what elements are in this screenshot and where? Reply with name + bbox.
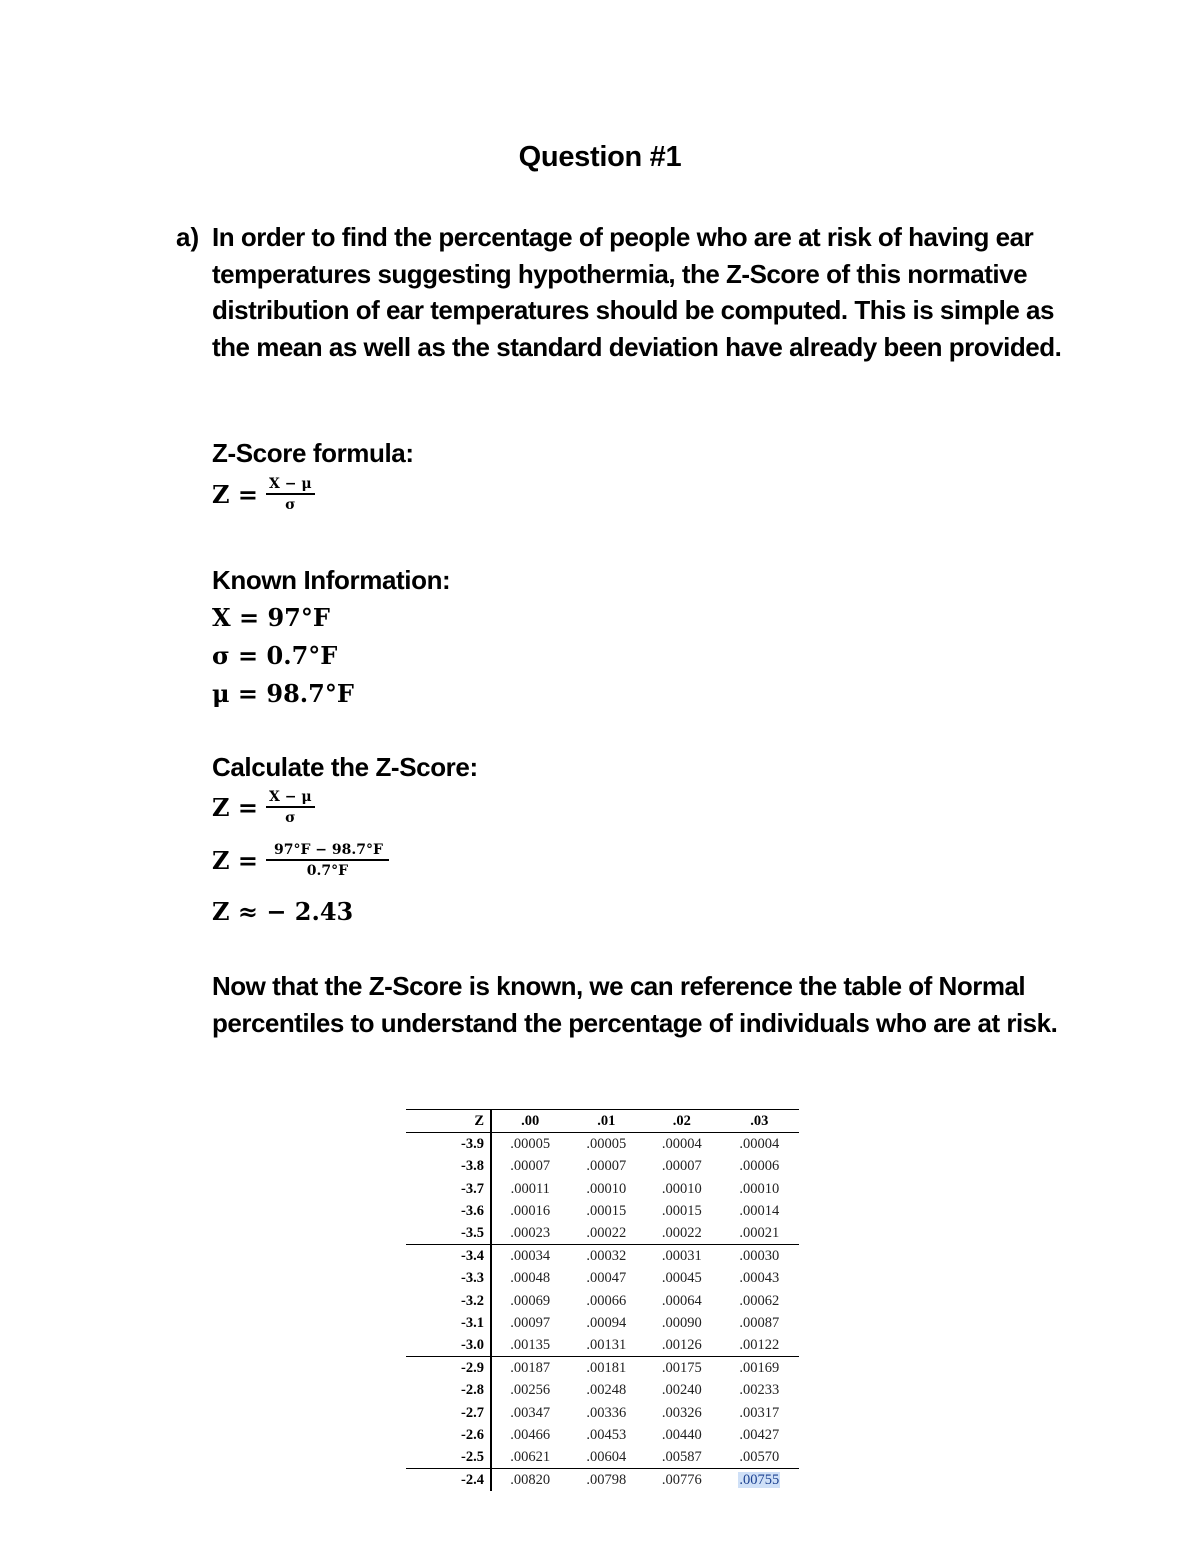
calc-step-2	[212, 842, 389, 879]
page-title: Question #1	[518, 141, 682, 173]
calculate-heading: Calculate the Z-Score:	[212, 752, 478, 782]
z-value-cell: -2.7	[406, 1401, 491, 1423]
z-value-cell: -3.4	[406, 1245, 491, 1268]
probability-cell: .00256	[510, 1382, 551, 1399]
probability-cell: .00169	[739, 1360, 780, 1377]
formula-lhs: Z =	[212, 480, 258, 509]
probability-cell: .00798	[586, 1472, 627, 1489]
probability-cell: .00006	[739, 1158, 780, 1175]
table-row	[406, 1200, 799, 1222]
probability-cell: .00240	[661, 1382, 702, 1399]
table-row	[406, 1334, 799, 1357]
probability-cell: .00122	[720, 1334, 799, 1357]
probability-cell: .00440	[661, 1426, 702, 1443]
table-row	[406, 1133, 799, 1156]
probability-cell: .00621	[491, 1446, 568, 1469]
table-row	[406, 1222, 799, 1245]
probability-cell: .00022	[568, 1222, 644, 1245]
z-table-header-03: .03	[720, 1110, 799, 1133]
known-heading: Known Information:	[212, 565, 451, 595]
probability-cell: .00007	[661, 1158, 702, 1175]
probability-cell	[720, 1469, 799, 1492]
calc-fraction-2	[266, 842, 389, 879]
z-table-header-02: .02	[644, 1110, 720, 1133]
probability-cell: .00466	[510, 1426, 551, 1443]
highlighted-probability: .00755	[739, 1472, 780, 1489]
probability-cell: .00187	[510, 1360, 551, 1377]
zscore-formula	[212, 476, 315, 513]
probability-cell: .00604	[568, 1446, 644, 1469]
z-value-cell: -3.7	[406, 1178, 491, 1200]
table-row	[406, 1267, 799, 1289]
table-row	[406, 1178, 799, 1200]
calc-numerator-1: X − μ	[266, 789, 315, 808]
probability-cell: .00021	[720, 1222, 799, 1245]
probability-cell: .00175	[661, 1360, 702, 1377]
probability-cell: .00043	[739, 1270, 780, 1287]
probability-cell: .00317	[739, 1404, 780, 1421]
z-value-cell: -3.1	[406, 1312, 491, 1334]
z-table-header-row	[406, 1110, 799, 1133]
probability-cell: .00015	[661, 1202, 702, 1219]
table-row	[406, 1357, 799, 1380]
probability-cell: .00004	[739, 1136, 780, 1153]
calc-result: Z ≈ − 2.43	[212, 897, 354, 926]
probability-cell: .00064	[661, 1292, 702, 1309]
z-value-cell: -2.4	[406, 1469, 491, 1492]
probability-cell: .00010	[739, 1180, 780, 1197]
probability-cell: .00069	[510, 1292, 551, 1309]
probability-cell: .00011	[510, 1180, 550, 1197]
probability-cell: .00427	[739, 1426, 780, 1443]
probability-cell: .00015	[586, 1202, 627, 1219]
calc-step-1	[212, 789, 315, 826]
probability-cell: .00031	[661, 1248, 702, 1265]
probability-cell: .00336	[586, 1404, 627, 1421]
probability-cell: .00007	[586, 1158, 627, 1175]
z-value-cell: -3.9	[406, 1133, 491, 1156]
probability-cell: .00453	[586, 1426, 627, 1443]
formula-denominator: σ	[285, 497, 296, 513]
probability-cell: .00135	[491, 1334, 568, 1357]
table-row	[406, 1155, 799, 1177]
probability-cell: .00014	[739, 1202, 780, 1219]
formula-numerator: X − μ	[266, 476, 315, 495]
table-row	[406, 1245, 799, 1268]
probability-cell: .00066	[586, 1292, 627, 1309]
probability-cell: .00347	[510, 1404, 551, 1421]
probability-cell: .00047	[586, 1270, 627, 1287]
z-table-header-01: .01	[568, 1110, 644, 1133]
calc-numerator-2: 97°F − 98.7°F	[266, 842, 389, 861]
probability-cell: .00023	[491, 1222, 568, 1245]
probability-cell: .00007	[510, 1158, 551, 1175]
z-table	[406, 1109, 799, 1491]
probability-cell: .00087	[739, 1314, 780, 1331]
probability-cell: .00090	[661, 1314, 702, 1331]
probability-cell: .00097	[510, 1314, 551, 1331]
z-value-cell: -3.8	[406, 1155, 491, 1177]
z-value-cell: -2.6	[406, 1424, 491, 1446]
probability-cell: .00233	[739, 1382, 780, 1399]
probability-cell: .00776	[661, 1472, 702, 1489]
z-value-cell: -3.5	[406, 1222, 491, 1245]
z-table-body	[406, 1133, 799, 1492]
formula-heading: Z-Score formula:	[212, 438, 414, 468]
calc-lhs-1: Z =	[212, 793, 258, 822]
probability-cell: .00062	[739, 1292, 780, 1309]
z-table-header-z: Z	[406, 1110, 491, 1133]
z-table-header-00: .00	[491, 1110, 568, 1133]
probability-cell: .00010	[586, 1180, 627, 1197]
z-value-cell: -3.2	[406, 1290, 491, 1312]
probability-cell: .00181	[586, 1360, 627, 1377]
probability-cell: .00030	[739, 1248, 780, 1265]
probability-cell: .00048	[510, 1270, 551, 1287]
part-a-text: In order to find the percentage of people who are at risk of having ear temperatures suggesting hypothermia, the Z-Score of this normative distribution of ear temperatures should be computed. This is simple as the mean as well as the standard deviation have already been provided.	[212, 222, 1062, 362]
probability-cell: .00032	[586, 1248, 627, 1265]
known-x: X = 97°F	[212, 603, 330, 632]
part-marker: a)	[176, 222, 200, 252]
table-row	[406, 1469, 799, 1492]
probability-cell: .00005	[586, 1136, 627, 1153]
probability-cell: .00010	[661, 1180, 702, 1197]
probability-cell: .00094	[586, 1314, 627, 1331]
calc-denominator-1: σ	[285, 810, 296, 826]
probability-cell: .00820	[510, 1472, 551, 1489]
probability-cell: .00034	[510, 1248, 551, 1265]
probability-cell: .00005	[510, 1136, 551, 1153]
probability-cell: .00570	[720, 1446, 799, 1469]
z-value-cell: -2.9	[406, 1357, 491, 1380]
probability-cell: .00016	[510, 1202, 551, 1219]
z-value-cell: -3.6	[406, 1200, 491, 1222]
probability-cell: .00045	[661, 1270, 702, 1287]
table-row	[406, 1379, 799, 1401]
probability-cell: .00326	[661, 1404, 702, 1421]
table-row	[406, 1290, 799, 1312]
known-mu: μ = 98.7°F	[212, 679, 354, 708]
z-value-cell: -3.3	[406, 1267, 491, 1289]
probability-cell: .00131	[568, 1334, 644, 1357]
z-value-cell: -3.0	[406, 1334, 491, 1357]
calc-lhs-2: Z =	[212, 846, 258, 875]
probability-cell: .00248	[586, 1382, 627, 1399]
formula-fraction	[266, 476, 315, 513]
z-value-cell: -2.8	[406, 1379, 491, 1401]
table-row	[406, 1446, 799, 1469]
calc-denominator-2: 0.7°F	[306, 863, 349, 879]
table-row	[406, 1424, 799, 1446]
conclusion-paragraph: Now that the Z-Score is known, we can reference the table of Normal percentiles to understand the percentage of individuals who are at risk.	[212, 971, 1058, 1038]
known-sigma: σ = 0.7°F	[212, 641, 338, 670]
z-value-cell: -2.5	[406, 1446, 491, 1469]
table-row	[406, 1401, 799, 1423]
probability-cell: .00022	[644, 1222, 720, 1245]
calc-fraction-1	[266, 789, 315, 826]
probability-cell: .00004	[661, 1136, 702, 1153]
probability-cell: .00587	[644, 1446, 720, 1469]
probability-cell: .00126	[644, 1334, 720, 1357]
table-row	[406, 1312, 799, 1334]
